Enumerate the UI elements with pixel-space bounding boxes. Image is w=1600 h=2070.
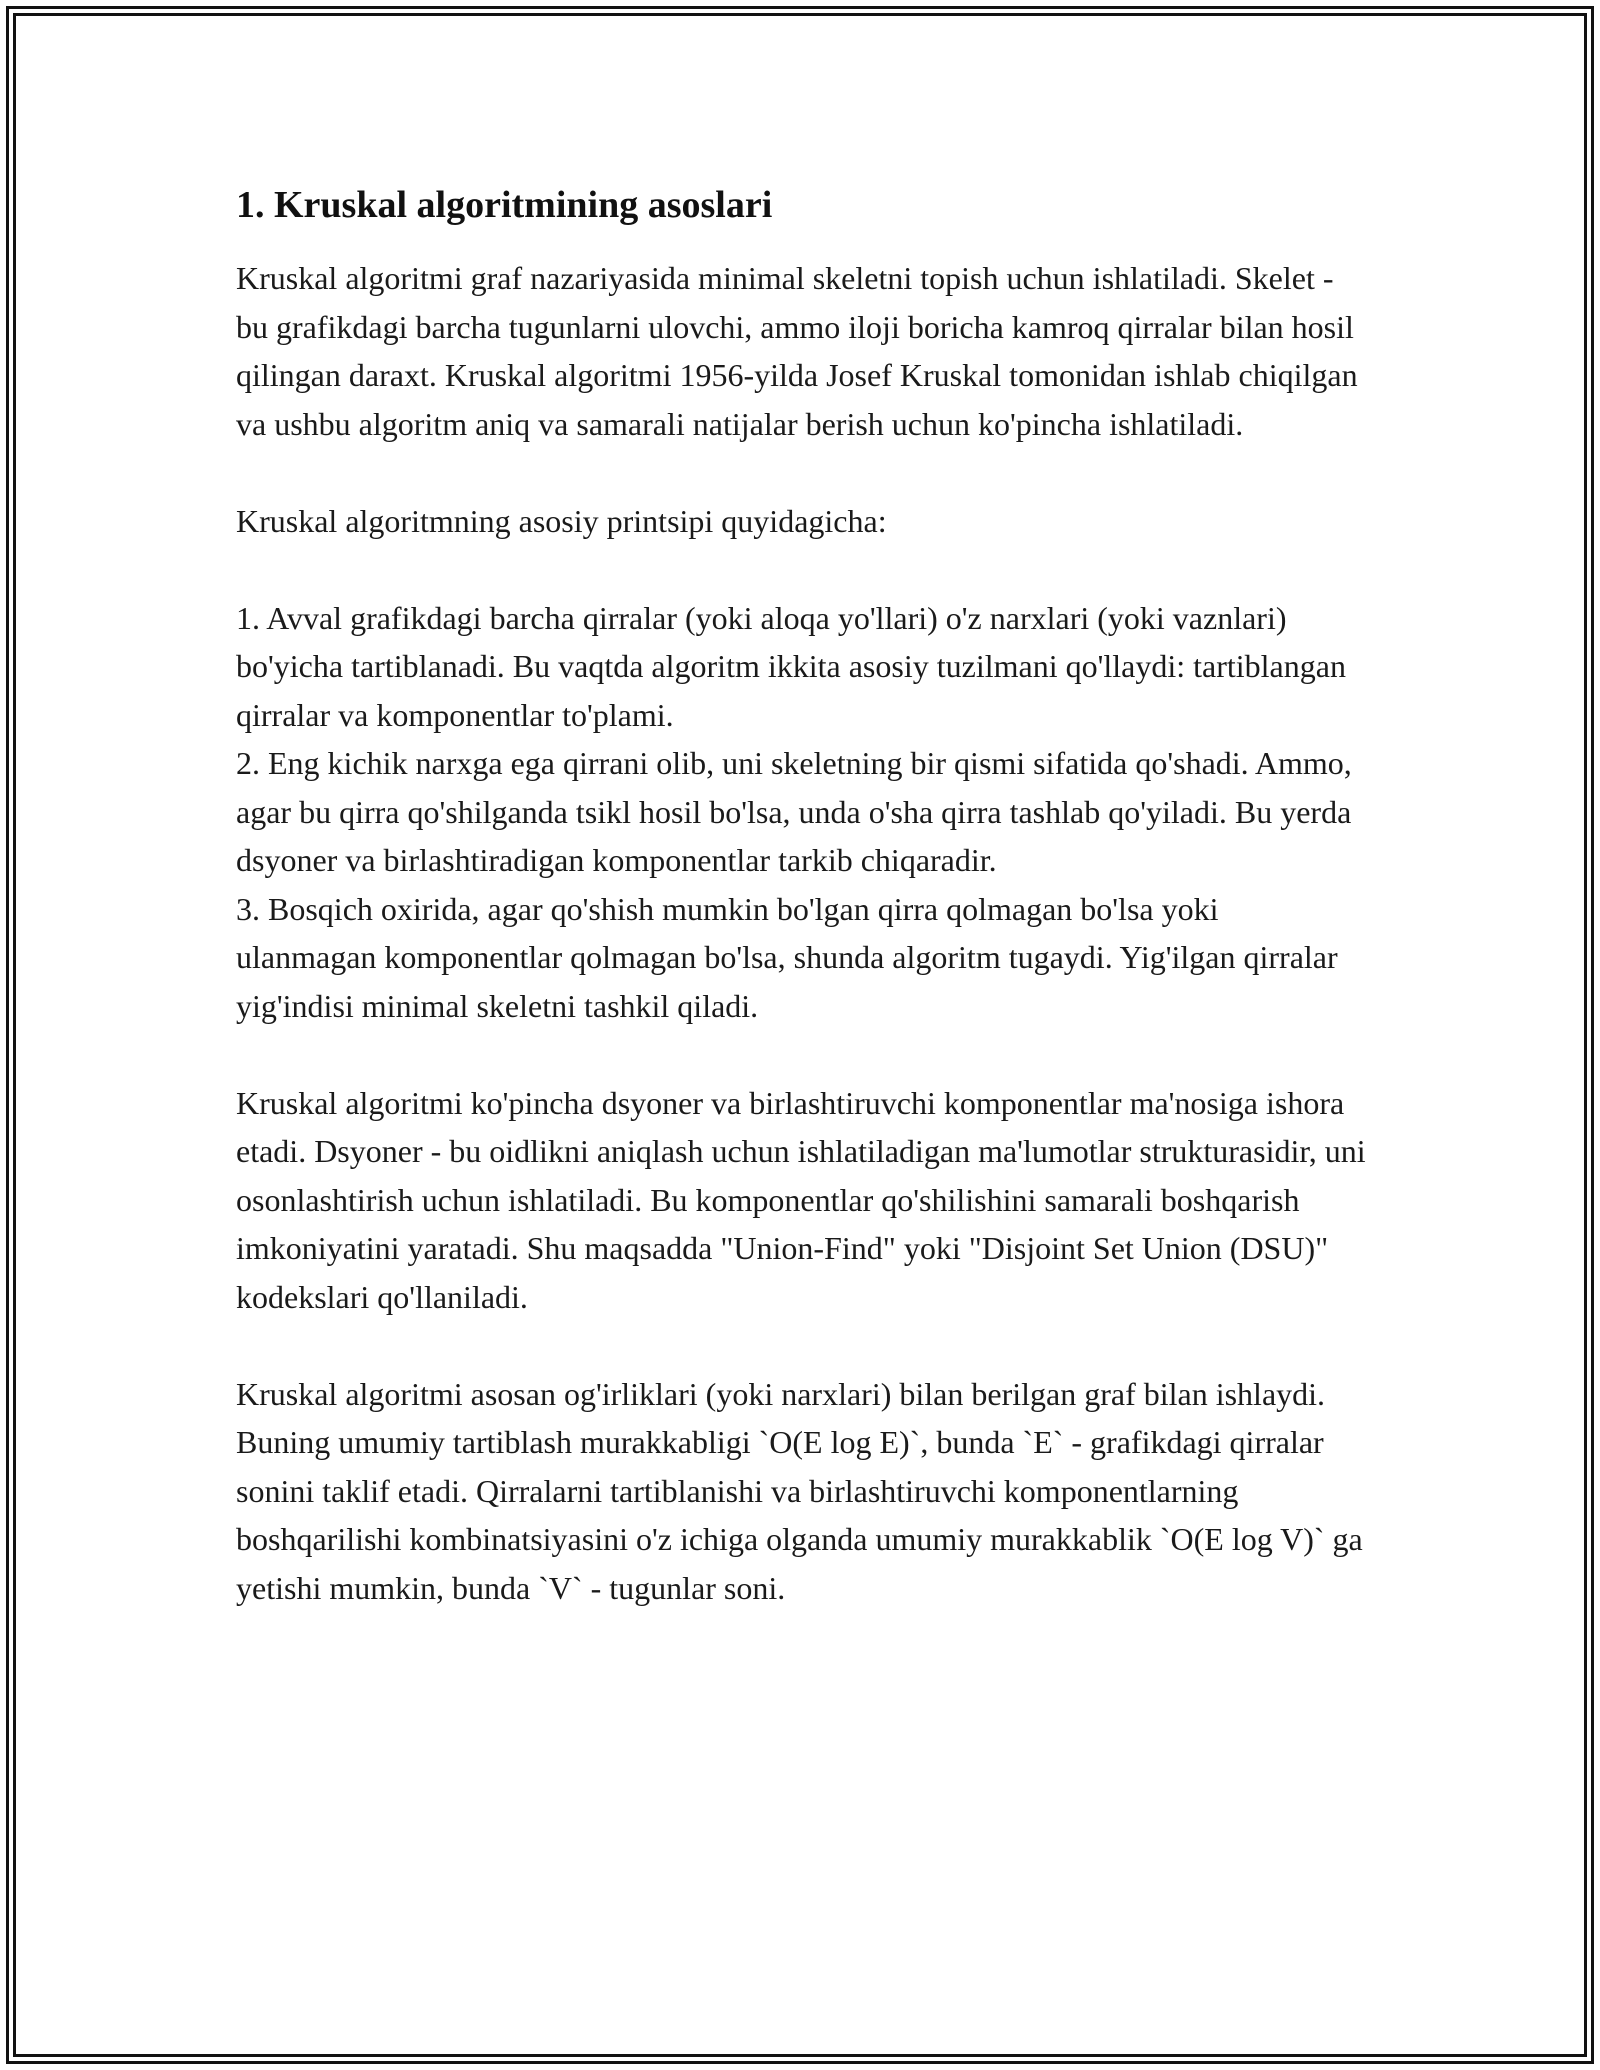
dsu-paragraph: Kruskal algoritmi ko'pincha dsyoner va birlashtiruvchi komponentlar ma'nosiga ishora etadi. Dsyoner - bu oidlikni aniqlash uchun ishlatiladigan ma'lumotlar strukturasidir, uni osonlashtirish uchun ishlatiladi. Bu komponentlar qo'shilishini samarali boshqarish imkoniyatini yaratadi. Shu maqsadda "Union-Find" yoki "Disjoint Set Union (DSU)" kodekslari qo'llaniladi. <box>236 1084 1366 1315</box>
step-item-1: 1. Avval grafikdagi barcha qirralar (yoki aloqa yo'llari) o'z narxlari (yoki vaznlari) bo'yicha tartiblanadi. Bu vaqtda algoritm ikkita asosiy tuzilmani qo'llaydi: tartiblangan qirralar va komponentlar to'plami. <box>236 599 1346 733</box>
complexity-paragraph: Kruskal algoritmi asosan og'irliklari (yoki narxlari) bilan berilgan graf bilan ishlaydi. Buning umumiy tartiblash murakkabligi `O(E log E)`, bunda `E` - grafikdagi qirralar sonini taklif etadi. Qirralarni tartiblanishi va birlashtiruvchi komponentlarning boshqarilishi kombinatsiyasini o'z ichiga olganda umumiy murakkablik `O(E log V)` ga yetishi mumkin, bunda `V` - tugunlar soni. <box>236 1375 1363 1606</box>
document-body <box>236 178 1366 1612</box>
intro-paragraph: Kruskal algoritmi graf nazariyasida minimal skeletni topish uchun ishlatiladi. Skelet - bu grafikdagi barcha tugunlarni ulovchi, ammo iloji boricha kamroq qirralar bilan hosil qilingan daraxt. Kruskal algoritmi 1956-yilda Josef Kruskal tomonidan ishlab chiqilgan va ushbu algoritm aniq va samarali natijalar berish uchun ko'pincha ishlatiladi. <box>236 260 1358 442</box>
step-item-3: 3. Bosqich oxirida, agar qo'shish mumkin bo'lgan qirra qolmagan bo'lsa yoki ulanmagan komponentlar qolmagan bo'lsa, shunda algoritm tugaydi. Yig'ilgan qirralar yig'indisi minimal skeletni tashkil qiladi. <box>236 890 1338 1024</box>
step-item-2: 2. Eng kichik narxga ega qirrani olib, uni skeletning bir qismi sifatida qo'shadi. Ammo, agar bu qirra qo'shilganda tsikl hosil bo'lsa, unda o'sha qirra tashlab qo'yiladi. Bu yerda dsyoner va birlashtiradigan komponentlar tarkib chiqaradir. <box>236 745 1352 878</box>
section-heading: 1. Kruskal algoritmining asoslari <box>236 184 773 226</box>
steps-list <box>236 594 1366 1031</box>
principle-lead-paragraph: Kruskal algoritmning asosiy printsipi quyidagicha: <box>236 502 887 539</box>
